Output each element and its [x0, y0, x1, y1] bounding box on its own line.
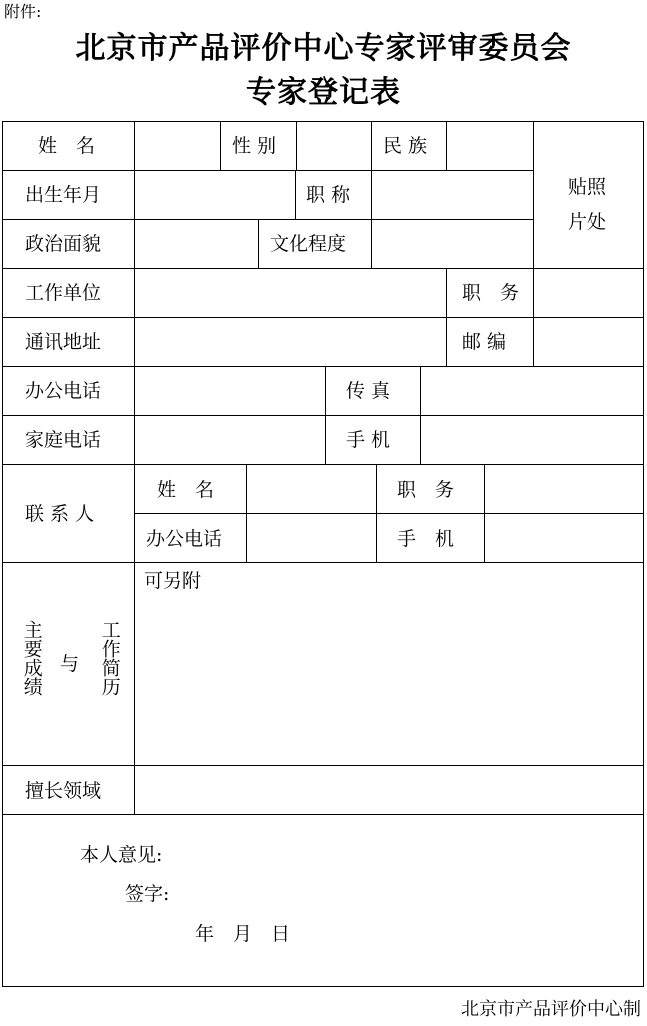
- gender-field[interactable]: [298, 123, 369, 168]
- contact-position-label: 职 务: [397, 479, 455, 501]
- fax-field[interactable]: [422, 368, 642, 413]
- birth-field[interactable]: [136, 172, 293, 217]
- contact-mobile-label: 手 机: [397, 528, 455, 550]
- attachment-label: 附件:: [4, 2, 42, 21]
- name-label: 姓 名: [38, 135, 96, 157]
- address-field[interactable]: [136, 319, 444, 364]
- title-label: 职 称: [306, 184, 351, 206]
- opinion-label: 本人意见:: [80, 844, 163, 866]
- employer-field[interactable]: [136, 270, 444, 315]
- signature-field[interactable]: [185, 880, 485, 908]
- footer-issuer: 北京市产品评价中心制: [461, 999, 641, 1020]
- expertise-label: 擅长领域: [25, 780, 102, 802]
- contact-office-phone-field[interactable]: [248, 515, 374, 560]
- birth-label: 出生年月: [25, 184, 102, 206]
- achievements-label-col2: 工作简历: [98, 620, 121, 696]
- photo-placeholder[interactable]: 贴照 片处: [568, 176, 607, 234]
- name-field[interactable]: [136, 123, 218, 168]
- signature-label: 签字:: [125, 883, 170, 905]
- achievements-label-col1: 主要成绩: [20, 620, 43, 696]
- home-phone-label: 家庭电话: [25, 429, 102, 451]
- mobile-field[interactable]: [422, 417, 642, 462]
- political-field[interactable]: [136, 221, 256, 266]
- position-label: 职 务: [462, 282, 520, 304]
- achievements-field[interactable]: [136, 600, 642, 763]
- achievements-label-mid: 与: [60, 653, 80, 675]
- contact-office-phone-label: 办公电话: [146, 528, 223, 550]
- position-field[interactable]: [535, 270, 642, 315]
- contact-label: 联 系 人: [25, 503, 95, 525]
- fax-label: 传 真: [346, 380, 391, 402]
- form-subtitle: 专家登记表: [246, 75, 401, 110]
- office-phone-label: 办公电话: [25, 380, 102, 402]
- title-field[interactable]: [373, 172, 531, 217]
- achievements-note: 可另附: [144, 570, 202, 592]
- employer-label: 工作单位: [25, 282, 102, 304]
- political-label: 政治面貌: [25, 233, 102, 255]
- address-label: 通讯地址: [25, 331, 102, 353]
- home-phone-field[interactable]: [136, 417, 323, 462]
- contact-name-field[interactable]: [248, 466, 374, 511]
- education-label: 文化程度: [270, 233, 347, 255]
- gender-label: 性 别: [232, 135, 277, 157]
- postcode-label: 邮 编: [462, 331, 507, 353]
- postcode-field[interactable]: [535, 319, 642, 364]
- education-field[interactable]: [373, 221, 531, 266]
- mobile-label: 手 机: [346, 429, 391, 451]
- date-label: 年 月 日: [195, 923, 291, 945]
- ethnicity-field[interactable]: [448, 123, 531, 168]
- office-phone-field[interactable]: [136, 368, 323, 413]
- contact-position-field[interactable]: [486, 466, 642, 511]
- form-title: 北京市产品评价中心专家评审委员会: [75, 31, 572, 66]
- expertise-field[interactable]: [136, 767, 642, 812]
- ethnicity-label: 民 族: [383, 135, 428, 157]
- contact-name-label: 姓 名: [157, 479, 215, 501]
- contact-mobile-field[interactable]: [486, 515, 642, 560]
